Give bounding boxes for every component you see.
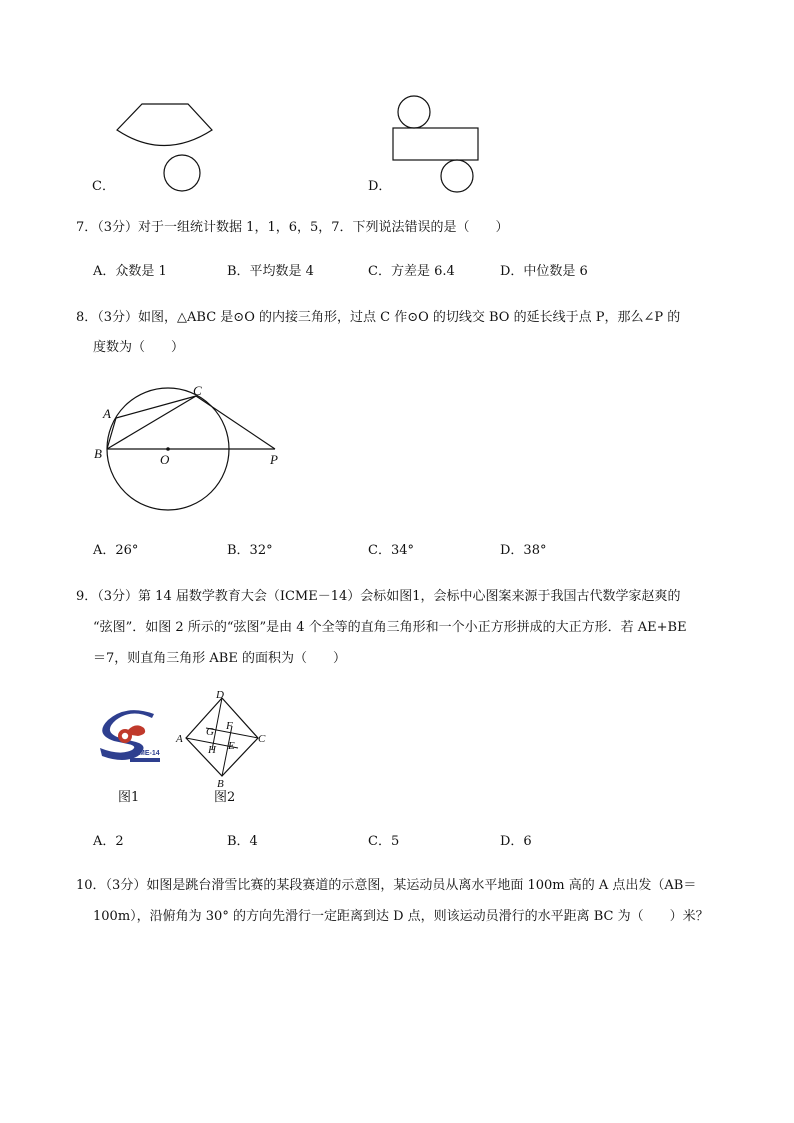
- label-b: B: [217, 778, 224, 790]
- q9-option-b: B．4: [227, 834, 258, 849]
- q7-option-a: A．众数是 1: [93, 264, 167, 279]
- label-g: G: [206, 726, 214, 738]
- figure1-caption: 图1: [118, 790, 140, 805]
- q9-option-a: A．2: [93, 834, 124, 849]
- icme-logo: [94, 708, 164, 768]
- q8-option-b: B．32°: [227, 543, 273, 558]
- label-a: A: [103, 406, 111, 421]
- segment-cp: [196, 396, 275, 449]
- q8-stem-line1: 8．（3分）如图，△ABC 是⊙O 的内接三角形，过点 C 作⊙O 的切线交 BO 的延长线于点 P，那么∠P 的: [76, 310, 681, 325]
- q8-option-c: C．34°: [368, 543, 414, 558]
- q6-option-c: [92, 96, 222, 196]
- q9-stem-line3: ＝7，则直角三角形 ABE 的面积为（ ）: [93, 651, 346, 666]
- label-c: C: [193, 383, 202, 398]
- label-f: F: [226, 720, 233, 732]
- label-h: H: [208, 744, 216, 756]
- label-a: A: [176, 733, 183, 745]
- q10-stem-line1: 10．（3分）如图是跳台滑雪比赛的某段赛道的示意图，某运动员从离水平地面 100m 高的 A 点出发（AB＝: [76, 878, 697, 893]
- q9-stem-line2: “弦图”．如图 2 所示的“弦图”是由 4 个全等的直角三角形和一个小正方形拼成的大正方形．若 AE+BE: [93, 620, 687, 635]
- q6-option-c-label: C．: [92, 179, 115, 194]
- q8-stem-line2: 度数为（ ）: [93, 340, 185, 355]
- q10-stem-line2: 100m），沿俯角为 30° 的方向先滑行一定距离到达 D 点，则该运动员滑行的水平距离 BC 为（ ）米？: [93, 909, 709, 924]
- q7-option-c: C．方差是 6.4: [368, 264, 455, 279]
- q8-circle-figure: [92, 380, 292, 520]
- q9-option-d: D．6: [500, 834, 532, 849]
- q8-option-d: D．38°: [500, 543, 547, 558]
- label-c: C: [258, 733, 266, 745]
- q7-stem: 7．（3分）对于一组统计数据 1，1，6，5，7．下列说法错误的是（ ）: [76, 220, 509, 235]
- label-o: O: [160, 452, 170, 467]
- q9-option-c: C．5: [368, 834, 400, 849]
- logo-text: ICME-14: [132, 750, 160, 757]
- q6-option-d: [368, 94, 488, 194]
- label-d: D: [216, 689, 224, 701]
- label-e: E: [228, 740, 235, 752]
- q7-option-d: D．中位数是 6: [500, 264, 588, 279]
- string-diagram: [176, 690, 266, 790]
- segment-bc: [107, 396, 196, 449]
- figure2-caption: 图2: [214, 790, 236, 805]
- q6-option-d-label: D．: [368, 179, 392, 194]
- q7-option-b: B．平均数是 4: [227, 264, 314, 279]
- label-p: P: [270, 452, 278, 467]
- q9-stem-line1: 9．（3分）第 14 届数学教育大会（ICME－14）会标如图1，会标中心图案来源于我国古代数学家赵爽的: [76, 589, 681, 604]
- outer-square: [186, 698, 258, 776]
- segment-ac: [116, 396, 196, 418]
- label-b: B: [94, 446, 102, 461]
- q8-option-a: A．26°: [93, 543, 139, 558]
- point-o: [166, 447, 170, 451]
